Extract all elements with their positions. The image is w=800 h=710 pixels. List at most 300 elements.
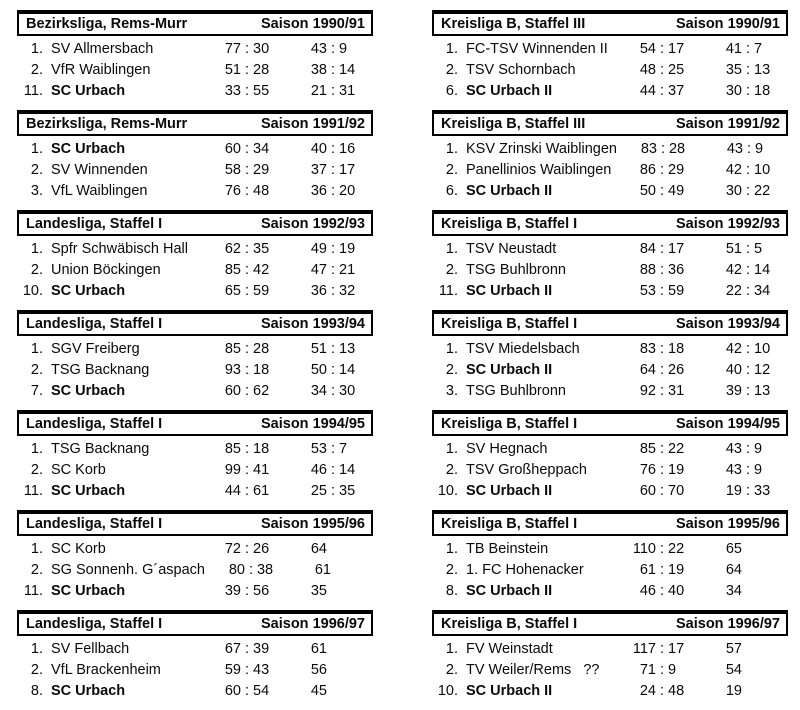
table-header [432, 610, 788, 636]
points-colon: : [745, 483, 751, 499]
points-a: 49 [310, 241, 327, 257]
points-colon: : [330, 41, 336, 57]
points-score [706, 281, 788, 302]
season-label: Saison 1992/93 [676, 216, 780, 232]
points-b: 9 [754, 141, 764, 157]
points-a: 35 [310, 583, 327, 599]
score-colon: : [660, 141, 665, 157]
team-name: VfR Waiblingen [51, 62, 151, 78]
team-name: SV Allmersbach [51, 41, 154, 57]
goals-for: 110 [632, 541, 656, 557]
league-name: Kreisliga B, Staffel I [441, 216, 578, 232]
points-b: 20 [339, 183, 356, 199]
table-row [432, 239, 788, 260]
points-a: 40 [310, 141, 327, 157]
table-rows [432, 339, 788, 402]
goals-score [201, 260, 283, 281]
points-colon: : [745, 83, 751, 99]
points-colon: : [330, 162, 336, 178]
goals-for: 59 [224, 662, 241, 678]
points-a: 54 [725, 662, 742, 678]
points-colon: : [330, 83, 336, 99]
rank-label: 8. [30, 683, 43, 699]
goals-against: 38 [256, 562, 274, 578]
points-colon [331, 560, 343, 581]
table-rows [17, 439, 373, 502]
league-name: Kreisliga B, Staffel III [441, 16, 586, 32]
rank-label: 1. [445, 541, 458, 557]
goals-score [201, 81, 283, 102]
league-table [17, 510, 373, 602]
points-a: 42 [725, 341, 742, 357]
rank-label: 8. [445, 583, 458, 599]
points-b [339, 581, 373, 602]
points-b: 35 [339, 483, 356, 499]
points-b [343, 560, 377, 581]
goals-against: 59 [253, 283, 270, 299]
table-header [432, 310, 788, 336]
goals-for: 85 [224, 262, 241, 278]
table-rows [17, 239, 373, 302]
goals-against: 25 [668, 62, 685, 78]
team-name: SC Urbach II [466, 83, 553, 99]
goals-score [201, 60, 283, 81]
team-name: TSV Großheppach [466, 462, 587, 478]
league-name: Landesliga, Staffel I [26, 216, 163, 232]
table-row [432, 339, 788, 360]
points-b: 14 [339, 362, 356, 378]
score-colon: : [244, 241, 250, 257]
league-name: Landesliga, Staffel I [26, 316, 163, 332]
team-name: SC Urbach II [466, 483, 553, 499]
goals-score [201, 381, 283, 402]
rank-label: 2. [30, 62, 43, 78]
points-score [706, 81, 788, 102]
points-colon: : [746, 141, 751, 157]
league-name: Kreisliga B, Staffel I [441, 316, 578, 332]
points-score [291, 439, 373, 460]
team-name: SC Urbach [51, 383, 126, 399]
goals-against: 54 [253, 683, 270, 699]
table-row [17, 581, 373, 602]
points-b: 17 [339, 162, 356, 178]
score-colon: : [659, 62, 665, 78]
team-name: SGV Freiberg [51, 341, 140, 357]
points-a: 61 [314, 562, 331, 578]
season-label: Saison 1990/91 [676, 16, 780, 32]
table-row [17, 339, 373, 360]
rank-label: 1. [30, 641, 43, 657]
table-row [432, 360, 788, 381]
left-column [17, 10, 373, 710]
points-colon: : [745, 362, 751, 378]
goals-against: 40 [668, 583, 685, 599]
table-header [432, 510, 788, 536]
team-name: Panellinios Waiblingen [466, 162, 612, 178]
score-colon: : [244, 662, 250, 678]
team-name: TSG Backnang [51, 362, 150, 378]
points-colon: : [330, 362, 336, 378]
points-colon: : [745, 62, 751, 78]
score-colon: : [244, 441, 250, 457]
goals-for: 80 [228, 562, 245, 578]
rank-label: 1. [445, 41, 458, 57]
points-score [291, 281, 373, 302]
rank-label: 2. [30, 262, 43, 278]
league-table [17, 210, 373, 302]
table-rows [432, 639, 788, 702]
points-colon: : [330, 441, 336, 457]
goals-score [616, 39, 698, 60]
points-b [339, 660, 373, 681]
goals-score [616, 281, 698, 302]
goals-score [201, 481, 283, 502]
goals-for: 86 [639, 162, 656, 178]
points-score [706, 560, 788, 581]
season-label: Saison 1992/93 [261, 216, 365, 232]
points-score [291, 260, 373, 281]
points-colon: : [745, 341, 751, 357]
points-b: 22 [754, 183, 771, 199]
points-colon: : [745, 162, 751, 178]
goals-for: 60 [639, 483, 656, 499]
table-row [17, 39, 373, 60]
points-b: 30 [339, 383, 356, 399]
league-name: Kreisliga B, Staffel I [441, 416, 578, 432]
score-colon: : [659, 341, 665, 357]
points-score [291, 681, 373, 702]
goals-against: 48 [253, 183, 270, 199]
points-colon: : [330, 383, 336, 399]
goals-against: 35 [253, 241, 270, 257]
goals-for: 58 [224, 162, 241, 178]
points-colon: : [330, 262, 336, 278]
rank-label: 1. [445, 141, 458, 157]
points-b: 10 [754, 162, 771, 178]
rank-label: 11. [23, 483, 43, 499]
table-row [17, 239, 373, 260]
goals-score [201, 281, 283, 302]
points-a: 51 [310, 341, 327, 357]
goals-against: 55 [253, 83, 270, 99]
points-score [706, 481, 788, 502]
points-score [291, 339, 373, 360]
team-name: SC Urbach II [466, 683, 553, 699]
table-header [432, 410, 788, 436]
points-colon: : [330, 241, 336, 257]
points-score [706, 439, 788, 460]
score-colon: : [659, 562, 665, 578]
league-table [432, 610, 788, 702]
points-a: 35 [725, 62, 742, 78]
points-b [339, 639, 373, 660]
score-colon: : [244, 462, 250, 478]
season-label: Saison 1994/95 [676, 416, 780, 432]
rank-label: 1. [30, 541, 43, 557]
rank-label: 6. [445, 183, 458, 199]
rank-label: 2. [30, 562, 43, 578]
team-name: FV Weinstadt [466, 641, 553, 657]
points-a: 37 [310, 162, 327, 178]
goals-for: 72 [224, 541, 241, 557]
points-score [706, 260, 788, 281]
table-header [17, 410, 373, 436]
points-a: 64 [310, 541, 327, 557]
rank-label: 1. [30, 41, 43, 57]
points-b [754, 581, 788, 602]
table-header [17, 610, 373, 636]
points-b [339, 681, 373, 702]
points-score [291, 460, 373, 481]
score-colon: : [659, 362, 665, 378]
score-colon: : [244, 683, 250, 699]
points-a: 41 [725, 41, 742, 57]
points-colon [742, 539, 754, 560]
league-name: Kreisliga B, Staffel III [441, 116, 586, 132]
rank-label: 1. [30, 241, 43, 257]
points-score [706, 381, 788, 402]
points-b: 12 [754, 362, 771, 378]
score-colon: : [244, 162, 250, 178]
points-b: 13 [339, 341, 356, 357]
goals-against: 70 [668, 483, 685, 499]
points-a: 57 [725, 641, 742, 657]
rank-label: 2. [445, 462, 458, 478]
goals-for: 61 [639, 562, 656, 578]
table-row [432, 639, 788, 660]
rank-label: 11. [23, 583, 43, 599]
table-row [432, 60, 788, 81]
goals-against: 18 [253, 362, 270, 378]
league-name: Landesliga, Staffel I [26, 416, 163, 432]
points-b [754, 660, 788, 681]
team-name: SC Urbach II [466, 283, 553, 299]
points-b: 32 [339, 283, 356, 299]
points-a: 65 [725, 541, 742, 557]
table-row [432, 481, 788, 502]
points-colon: : [330, 483, 336, 499]
goals-against: 17 [668, 241, 685, 257]
goals-for: 99 [224, 462, 241, 478]
points-a: 21 [310, 83, 327, 99]
rank-label: 10. [22, 283, 43, 299]
table-row [432, 260, 788, 281]
goals-against: 22 [668, 441, 685, 457]
team-name: TB Beinstein [466, 541, 549, 557]
score-colon: : [244, 641, 250, 657]
points-score [706, 581, 788, 602]
goals-against: 9 [668, 662, 677, 678]
season-label: Saison 1991/92 [676, 116, 780, 132]
goals-against: 49 [668, 183, 685, 199]
score-colon: : [659, 83, 665, 99]
table-row [432, 560, 788, 581]
team-name: SC Korb [51, 541, 106, 557]
rank-label: 2. [30, 162, 43, 178]
score-colon: : [244, 362, 250, 378]
goals-against: 30 [253, 41, 270, 57]
points-colon: : [745, 183, 751, 199]
points-a: 36 [310, 183, 327, 199]
team-name: SC Korb [51, 462, 106, 478]
goals-against: 56 [253, 583, 270, 599]
goals-score [201, 439, 283, 460]
points-score [706, 239, 788, 260]
table-row [17, 181, 373, 202]
goals-against: 28 [253, 341, 270, 357]
points-score [291, 60, 373, 81]
goals-score [616, 260, 698, 281]
points-b: 9 [339, 41, 348, 57]
goals-score [616, 560, 698, 581]
score-colon: : [659, 183, 665, 199]
goals-score [201, 339, 283, 360]
team-name: TSV Schornbach [466, 62, 576, 78]
score-colon: : [659, 383, 665, 399]
points-colon: : [745, 283, 751, 299]
table-row [432, 181, 788, 202]
goals-for: 93 [224, 362, 241, 378]
team-name: SV Hegnach [466, 441, 548, 457]
goals-against: 18 [668, 341, 685, 357]
points-score [291, 581, 373, 602]
rank-label: 1. [30, 341, 43, 357]
score-colon: : [659, 441, 665, 457]
table-header [432, 110, 788, 136]
team-name: FC-TSV Winnenden II [466, 41, 608, 57]
goals-for: 60 [224, 683, 241, 699]
rank-label: 2. [30, 362, 43, 378]
table-row [17, 560, 373, 581]
team-name: SC Urbach II [466, 583, 553, 599]
table-rows [432, 239, 788, 302]
goals-for: 44 [639, 83, 656, 99]
rank-label: 3. [30, 183, 43, 199]
goals-score [616, 339, 698, 360]
score-colon: : [659, 483, 665, 499]
goals-against: 36 [668, 262, 685, 278]
rank-label: 1. [445, 441, 458, 457]
table-row [432, 81, 788, 102]
table-row [432, 439, 788, 460]
goals-against: 19 [668, 462, 685, 478]
rank-label: 10. [437, 483, 458, 499]
goals-for: 64 [639, 362, 656, 378]
goals-score [201, 160, 283, 181]
table-row [432, 581, 788, 602]
points-a: 53 [310, 441, 327, 457]
points-score [291, 160, 373, 181]
goals-against: 22 [668, 541, 685, 557]
goals-score [616, 660, 698, 681]
team-name: TSG Buhlbronn [466, 383, 566, 399]
points-score [291, 639, 373, 660]
goals-score [201, 460, 283, 481]
score-colon: : [659, 262, 665, 278]
points-a: 47 [310, 262, 327, 278]
score-colon: : [244, 283, 250, 299]
season-label: Saison 1993/94 [676, 316, 780, 332]
rank-label: 2. [445, 162, 458, 178]
league-table [17, 10, 373, 102]
points-score [291, 381, 373, 402]
team-name: SC Urbach [51, 141, 126, 157]
team-name: TV Weiler/Rems ?? [466, 662, 600, 678]
goals-for: 44 [224, 483, 241, 499]
goals-for: 60 [224, 383, 241, 399]
table-rows [432, 139, 788, 202]
table-rows [17, 139, 373, 202]
points-score [706, 639, 788, 660]
league-table [17, 310, 373, 402]
goals-score [616, 181, 698, 202]
table-row [432, 460, 788, 481]
goals-for: 76 [224, 183, 241, 199]
goals-for: 76 [639, 462, 656, 478]
points-b: 18 [754, 83, 771, 99]
season-label: Saison 1993/94 [261, 316, 365, 332]
score-colon: : [244, 583, 250, 599]
team-name: VfL Brackenheim [51, 662, 161, 678]
rank-label: 2. [30, 462, 43, 478]
table-header [432, 10, 788, 36]
rank-label: 2. [445, 262, 458, 278]
points-b: 9 [754, 462, 763, 478]
points-score [291, 181, 373, 202]
goals-score [201, 181, 283, 202]
goals-score [616, 381, 698, 402]
goals-for: 117 [632, 641, 656, 657]
rank-label: 2. [445, 562, 458, 578]
rank-label: 1. [30, 441, 43, 457]
table-row [432, 660, 788, 681]
points-a: 36 [310, 283, 327, 299]
points-a: 34 [725, 583, 742, 599]
points-colon [327, 660, 339, 681]
goals-for: 65 [224, 283, 241, 299]
goals-score [201, 39, 283, 60]
goals-score [205, 560, 287, 581]
points-a: 30 [725, 83, 742, 99]
goals-against: 59 [668, 283, 685, 299]
season-label: Saison 1995/96 [261, 516, 365, 532]
rank-label: 2. [30, 662, 43, 678]
goals-against: 29 [253, 162, 270, 178]
points-colon [742, 581, 754, 602]
season-label: Saison 1996/97 [676, 616, 780, 632]
points-a: 22 [725, 283, 742, 299]
league-table [432, 310, 788, 402]
league-table [432, 410, 788, 502]
goals-against: 17 [668, 641, 685, 657]
points-colon: : [330, 183, 336, 199]
rank-label: 1. [445, 641, 458, 657]
points-a: 46 [310, 462, 327, 478]
league-table [432, 10, 788, 102]
points-a: 42 [725, 162, 742, 178]
table-row [17, 381, 373, 402]
goals-score [616, 539, 698, 560]
goals-against: 28 [668, 141, 686, 157]
points-b: 16 [339, 141, 356, 157]
team-name: SV Fellbach [51, 641, 130, 657]
table-header [432, 210, 788, 236]
goals-for: 67 [224, 641, 241, 657]
league-name: Kreisliga B, Staffel I [441, 616, 578, 632]
score-colon: : [244, 141, 250, 157]
points-colon: : [745, 441, 751, 457]
goals-score [201, 681, 283, 702]
